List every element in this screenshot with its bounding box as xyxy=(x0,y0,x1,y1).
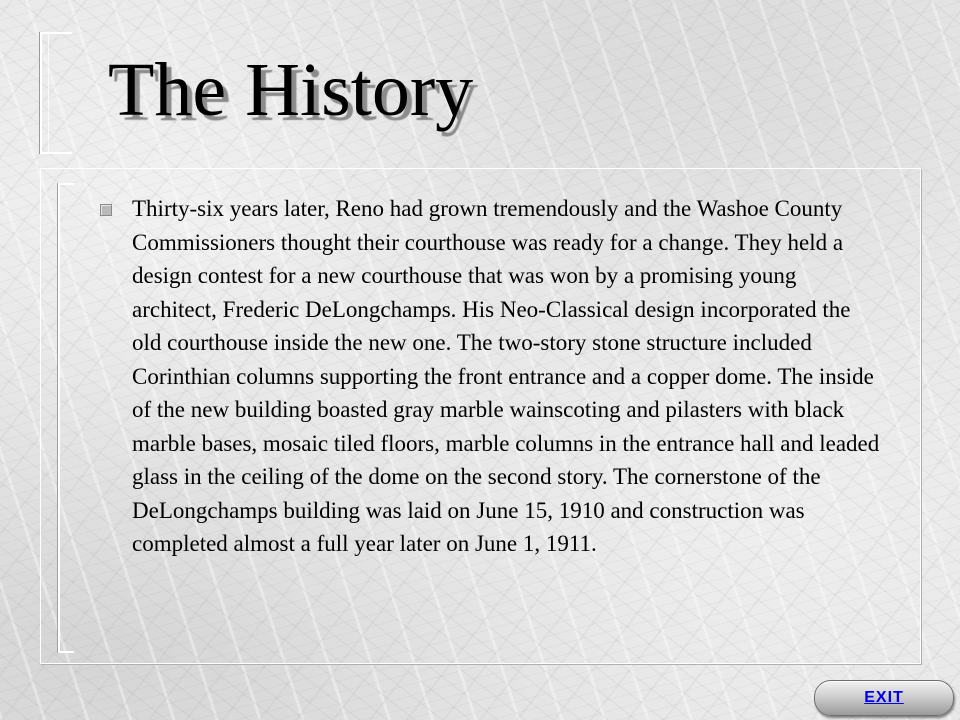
slide-title: The History xyxy=(108,48,474,132)
content-frame-bracket xyxy=(58,183,74,653)
bullet-text: Thirty-six years later, Reno had grown tremendously and the Washoe County Commissioners thought their courthouse was ready for a change. They held a design contest for a new courthouse that was won by a promising young architect, Frederic DeLongchamps. His Neo-Classical design incorporated the old courthouse inside the new one. The two-story stone structure included Corinthian columns supporting the front entrance and a copper dome. The inside of the new building boasted gray marble wainscoting and pilasters with black marble bases, mosaic tiled floors, marble columns in the entrance hall and leaded glass in the ceiling of the dome on the second story. The cornerstone of the DeLongchamps building was laid on June 15, 1910 and construction was completed almost a full year later on June 1, 1911. xyxy=(132,196,880,556)
square-bullet-icon xyxy=(100,204,112,216)
bullet-list-item xyxy=(100,192,890,561)
exit-button[interactable] xyxy=(814,680,954,716)
title-frame-bracket xyxy=(40,32,72,154)
exit-button-label[interactable]: EXIT xyxy=(864,689,904,706)
